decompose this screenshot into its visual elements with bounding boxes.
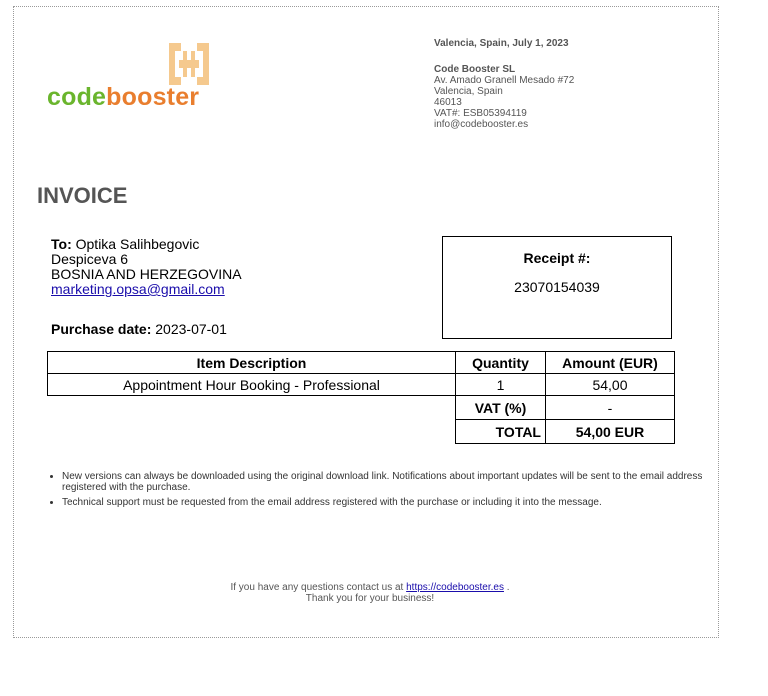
logo-text-code: code [47, 83, 107, 111]
invoice-title: INVOICE [37, 183, 128, 208]
purchase-date-label: Purchase date: [51, 321, 152, 337]
recipient-name: Optika Salihbegovic [75, 236, 200, 252]
total-label: TOTAL [456, 420, 546, 444]
purchase-date-value: 2023-07-01 [155, 321, 227, 337]
row-amount: 54,00 [546, 374, 675, 396]
recipient-name-line [51, 237, 242, 252]
footer-thanks: Thank you for your business! [305, 593, 435, 604]
table-header-row [48, 352, 675, 374]
list-item: • New versions can always be downloaded using the original download link. Notifications about important updates will be sent to the email address registered with the purchase. [62, 471, 727, 493]
invoice-date-line: Valencia, Spain, July 1, 2023 [434, 38, 569, 49]
logo-mark-icon [163, 41, 215, 87]
company-city: Valencia, Spain [434, 86, 503, 97]
vat-spacer [48, 396, 456, 420]
receipt-label: Receipt #: [523, 250, 591, 266]
header-description: Item Description [48, 352, 456, 374]
to-label: To: [51, 236, 72, 252]
vat-value: - [546, 396, 675, 420]
vat-label: VAT (%) [456, 396, 546, 420]
company-logo [47, 41, 227, 116]
company-zip: 46013 [434, 97, 462, 108]
footer-prefix: If you have any questions contact us at [230, 582, 404, 593]
header-quantity: Quantity [456, 352, 546, 374]
receipt-box [442, 236, 672, 339]
footer-line1 [130, 582, 610, 593]
footer-suffix: . [506, 582, 510, 593]
company-info [434, 38, 574, 130]
company-street: Av. Amado Granell Mesado #72 [434, 75, 575, 86]
company-name: Code Booster SL [434, 64, 516, 75]
row-description: Appointment Hour Booking - Professional [48, 374, 456, 396]
recipient-street: Despiceva 6 [51, 251, 129, 267]
notes-list [47, 471, 727, 512]
recipient-block [51, 237, 242, 297]
list-item: • Technical support must be requested from the email address registered with the purchase or including it into the message. [62, 497, 727, 508]
footer [130, 582, 610, 604]
logo-text-booster: booster [106, 83, 200, 111]
items-table [47, 351, 675, 444]
row-quantity: 1 [456, 374, 546, 396]
receipt-number: 23070154039 [514, 279, 600, 295]
company-vat: VAT#: ESB05394119 [434, 108, 527, 119]
purchase-date [51, 321, 227, 337]
logo-wordmark [47, 83, 199, 112]
recipient-country: BOSNIA AND HERZEGOVINA [51, 266, 242, 282]
footer-website-link[interactable]: https://codebooster.es [406, 582, 504, 593]
recipient-email-link[interactable]: marketing.opsa@gmail.com [51, 281, 225, 297]
table-row [48, 374, 675, 396]
total-spacer [48, 420, 456, 444]
header-amount: Amount (EUR) [546, 352, 675, 374]
vat-row [48, 396, 675, 420]
total-row [48, 420, 675, 444]
company-email: info@codebooster.es [434, 119, 529, 130]
total-value: 54,00 EUR [546, 420, 675, 444]
